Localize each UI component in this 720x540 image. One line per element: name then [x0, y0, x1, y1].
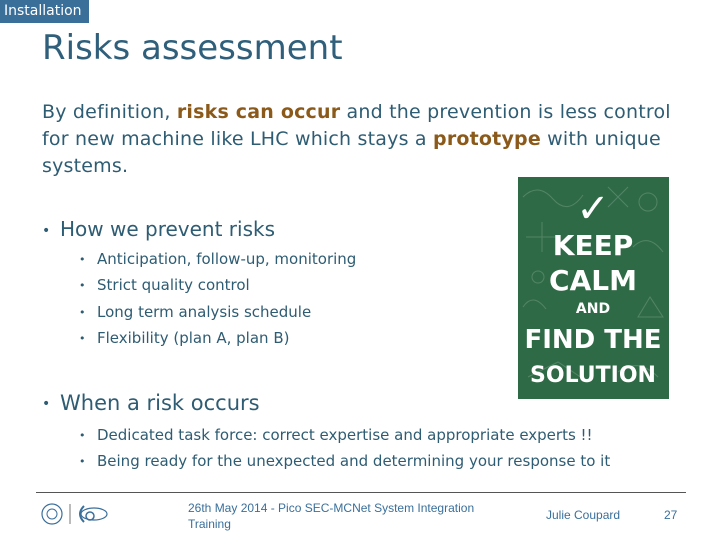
intro-highlight-risks: risks can occur — [176, 101, 341, 123]
bullet-risk-occurs — [42, 391, 260, 415]
poster-line-keep: KEEP — [552, 229, 634, 262]
section-tag: Installation — [0, 0, 89, 23]
intro-text-3: with unique systems. — [42, 128, 661, 177]
poster-line-calm: CALM — [549, 264, 637, 297]
bullet-prevent-risks — [42, 217, 275, 241]
bullet-icon: • — [79, 252, 86, 266]
footer-author: Julie Coupard — [546, 508, 621, 522]
sub-bullet — [79, 450, 687, 473]
sub-bullet-label: Dedicated task force: correct expertise and appropriate experts !! — [97, 426, 593, 444]
sub-bullet — [79, 424, 679, 447]
intro-highlight-prototype: prototype — [433, 128, 541, 150]
bullet-icon: • — [79, 454, 86, 468]
footer-event: 26th May 2014 - Pico SEC-MCNet System Integration Training — [188, 501, 475, 531]
slide-title: Risks assessment — [42, 28, 343, 68]
poster-line-find: FIND THE — [524, 325, 662, 355]
bullet-icon: • — [79, 305, 86, 319]
page-number: 27 — [664, 508, 678, 522]
intro-text-2: and the prevention is less control for new machine like LHC which stays a — [42, 101, 671, 150]
check-mark-icon: ✓ — [576, 186, 610, 232]
footer-logos — [40, 500, 110, 528]
bullet-icon: • — [42, 396, 51, 412]
poster-line-solution: SOLUTION — [530, 363, 656, 388]
bullet-icon: • — [79, 331, 86, 345]
keep-calm-poster — [518, 177, 669, 399]
poster-line-and: AND — [575, 301, 611, 317]
intro-paragraph — [42, 99, 692, 180]
intro-text-1: By definition, — [42, 101, 177, 123]
sub-bullet-label: Being ready for the unexpected and determining your response to it — [97, 452, 611, 470]
bullet-icon: • — [79, 278, 86, 292]
bullet-label: How we prevent risks — [60, 217, 276, 241]
bullet-label: When a risk occurs — [60, 391, 260, 415]
sub-bullet-label: Long term analysis schedule — [97, 303, 312, 321]
bullet-icon: • — [42, 222, 51, 239]
sub-bullet-label: Flexibility (plan A, plan B) — [97, 329, 290, 347]
poster-graphic — [518, 177, 669, 399]
sub-bullet-label: Anticipation, follow-up, monitoring — [97, 250, 357, 268]
bullet-icon: • — [79, 428, 86, 442]
sub-bullet-label: Strict quality control — [97, 276, 250, 294]
cern-logo-icon — [40, 500, 110, 528]
footer-divider — [36, 492, 686, 493]
